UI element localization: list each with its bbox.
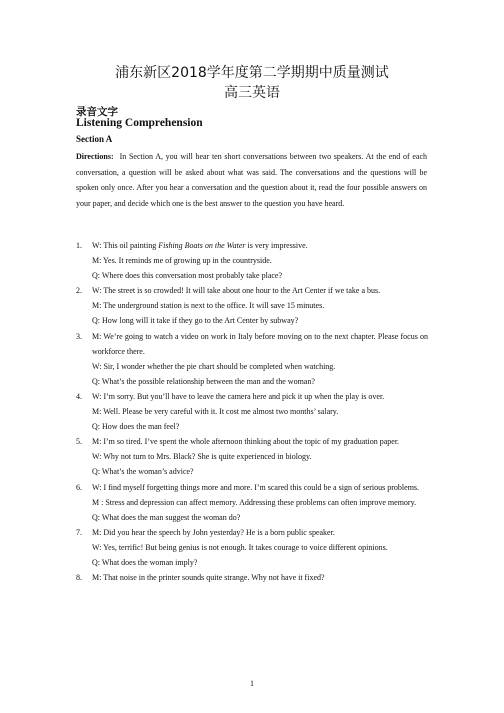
- question-item: [76, 434, 428, 479]
- dialogue-line: W: This oil painting Fishing Boats on the Water is very impressive.: [92, 241, 308, 250]
- question-number: 2.: [76, 286, 82, 296]
- question-number: 4.: [76, 391, 82, 401]
- dialogue-line: W: Why not turn to Mrs. Black? She is quite experienced in biology.: [92, 452, 312, 462]
- document-title: 浦东新区2018学年度第二学期期中质量测试: [115, 65, 389, 81]
- document-subtitle: 高三英语: [224, 85, 280, 101]
- dialogue-line: W: The street is so crowded! It will take about one hour to the Art Center if we take a bus.: [92, 286, 381, 296]
- question-list: [76, 238, 428, 585]
- dialogue-line: M: Well. Please be very careful with it. It cost me almost two months’ salary.: [92, 407, 339, 417]
- page-number: 1: [250, 679, 254, 688]
- dialogue-line: M: We’re going to watch a video on work in Italy before moving on to the next chapter. Please focus on workforce there.: [92, 331, 428, 356]
- directions-paragraph: [76, 149, 427, 211]
- directions-label: Directions:: [76, 152, 114, 161]
- question-number: 8.: [76, 573, 82, 583]
- section-title: Listening Comprehension: [76, 117, 203, 129]
- dialogue-line: W: Yes, terrific! But being genius is not enough. It takes courage to voice different opinions.: [92, 542, 388, 552]
- dialogue-line: W: I find myself forgetting things more and more. I’m scared this could be a sign of serious problems.: [92, 482, 420, 492]
- question-number: 1.: [76, 241, 82, 250]
- question-line: Q: Where does this conversation most probably take place?: [92, 271, 283, 281]
- question-line: Q: How does the man feel?: [92, 422, 180, 432]
- question-line: Q: What does the woman imply?: [92, 557, 198, 567]
- question-line: Q: What’s the woman’s advice?: [92, 467, 194, 477]
- section-label: Section A: [76, 134, 113, 144]
- recording-label: 录音文字: [76, 106, 118, 118]
- question-item: [76, 283, 428, 328]
- question-item: [76, 238, 428, 283]
- question-item: [76, 570, 428, 585]
- question-number: 7.: [76, 527, 82, 537]
- dialogue-line: M: The underground station is next to the office. It will save 15 minutes.: [92, 301, 325, 311]
- question-item: [76, 525, 428, 570]
- question-item: [76, 389, 428, 434]
- dialogue-line: M: Did you hear the speech by John yesterday? He is a born public speaker.: [92, 527, 335, 537]
- question-number: 5.: [76, 437, 82, 447]
- dialogue-line: M: I’m so tired. I’ve spent the whole afternoon thinking about the topic of my graduation paper.: [92, 437, 400, 447]
- question-line: Q: How long will it take if they go to the Art Center by subway?: [92, 316, 299, 326]
- dialogue-line: M: That noise in the printer sounds quite strange. Why not have it fixed?: [92, 573, 325, 583]
- dialogue-line: M : Stress and depression can affect memory. Addressing these problems can often improve memory.: [92, 497, 417, 507]
- question-line: Q: What does the man suggest the woman do?: [92, 512, 241, 522]
- directions-text: In Section A, you will hear ten short conversations between two speakers. At the end of each conversation, a question will be asked about what was said. The conversations and the questions will be spoken only once. After you hear a conversation and the question about it, read the four possible answers on your paper, and decide which one is the best answer to the question you have heard.: [76, 152, 427, 208]
- painting-title: Fishing Boats on the Water: [158, 241, 246, 250]
- question-number: 3.: [76, 331, 82, 341]
- dialogue-line: M: Yes. It reminds me of growing up in the countryside.: [92, 256, 272, 266]
- question-line: Q: What’s the possible relationship between the man and the woman?: [92, 376, 315, 386]
- question-item: [76, 480, 428, 525]
- question-item: [76, 329, 428, 389]
- dialogue-line: W: I’m sorry. But you’ll have to leave the camera here and pick it up when the play is over.: [92, 391, 385, 401]
- question-number: 6.: [76, 482, 82, 492]
- dialogue-line: W: Sir, I wonder whether the pie chart should be completed when watching.: [92, 361, 336, 371]
